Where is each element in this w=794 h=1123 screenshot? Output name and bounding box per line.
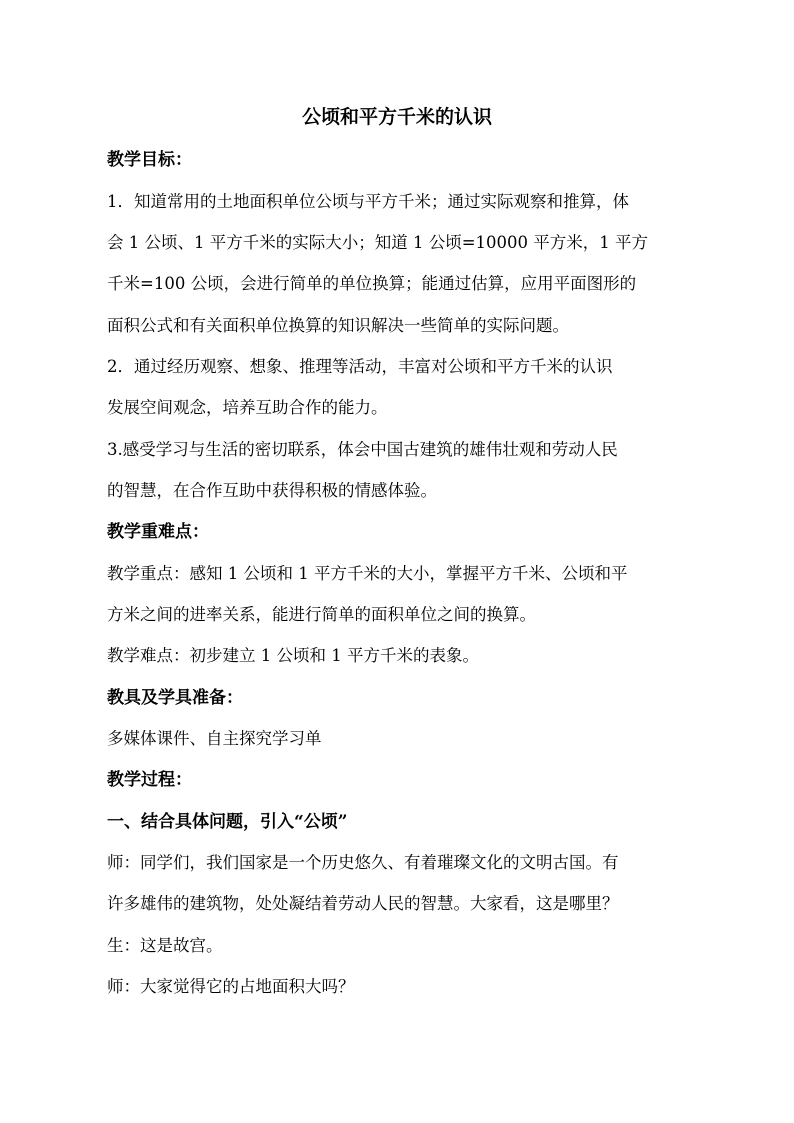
objective-1-line-3: 千米=100 公顷，会进行简单的单位换算；能通过估算，应用平面图形的: [107, 274, 637, 293]
objective-2-line-1: 2．通过经历观察、想象、推理等活动，丰富对公顷和平方千米的认识: [107, 357, 613, 376]
process-heading: 教学过程：: [107, 770, 192, 790]
key-point-line-1: 教学重点：感知 1 公顷和 1 平方千米的大小，掌握平方千米、公顷和平: [107, 564, 628, 583]
dialogue-1-line-2: 许多雄伟的建筑物，处处凝结着劳动人民的智慧。大家看，这是哪里？: [107, 894, 619, 913]
objective-2-line-2: 发展空间观念，培养互助合作的能力。: [107, 398, 388, 417]
objective-1-line-2: 会 1 公顷、1 平方千米的实际大小；知道 1 公顷=10000 平方米，1 平方: [107, 233, 649, 252]
difficulty-line: 教学难点：初步建立 1 公顷和 1 平方千米的表象。: [107, 646, 479, 665]
document-title: 公顷和平方千米的认识: [301, 106, 492, 128]
section-1-heading: 一、结合具体问题，引入“公顷”: [107, 812, 348, 832]
materials-heading: 教具及学具准备：: [107, 688, 243, 708]
dialogue-3-line: 师：大家觉得它的占地面积大吗？: [107, 977, 355, 996]
objective-3-line-1: 3.感受学习与生活的密切联系，体会中国古建筑的雄伟壮观和劳动人民: [107, 440, 618, 459]
dialogue-2-line: 生：这是故宫。: [107, 936, 223, 955]
key-points-heading: 教学重难点：: [107, 522, 209, 542]
objectives-heading: 教学目标：: [107, 150, 192, 170]
dialogue-1-line-1: 师：同学们，我们国家是一个历史悠久、有着璀璨文化的文明古国。有: [107, 853, 619, 872]
materials-line: 多媒体课件、自主探究学习单: [107, 729, 322, 748]
objective-1-line-1: 1．知道常用的土地面积单位公顷与平方千米；通过实际观察和推算，体: [107, 192, 629, 211]
key-point-line-2: 方米之间的进率关系，能进行简单的面积单位之间的换算。: [107, 605, 536, 624]
objective-1-line-4: 面积公式和有关面积单位换算的知识解决一些简单的实际问题。: [107, 316, 569, 335]
objective-3-line-2: 的智慧，在合作互助中获得积极的情感体验。: [107, 481, 437, 500]
